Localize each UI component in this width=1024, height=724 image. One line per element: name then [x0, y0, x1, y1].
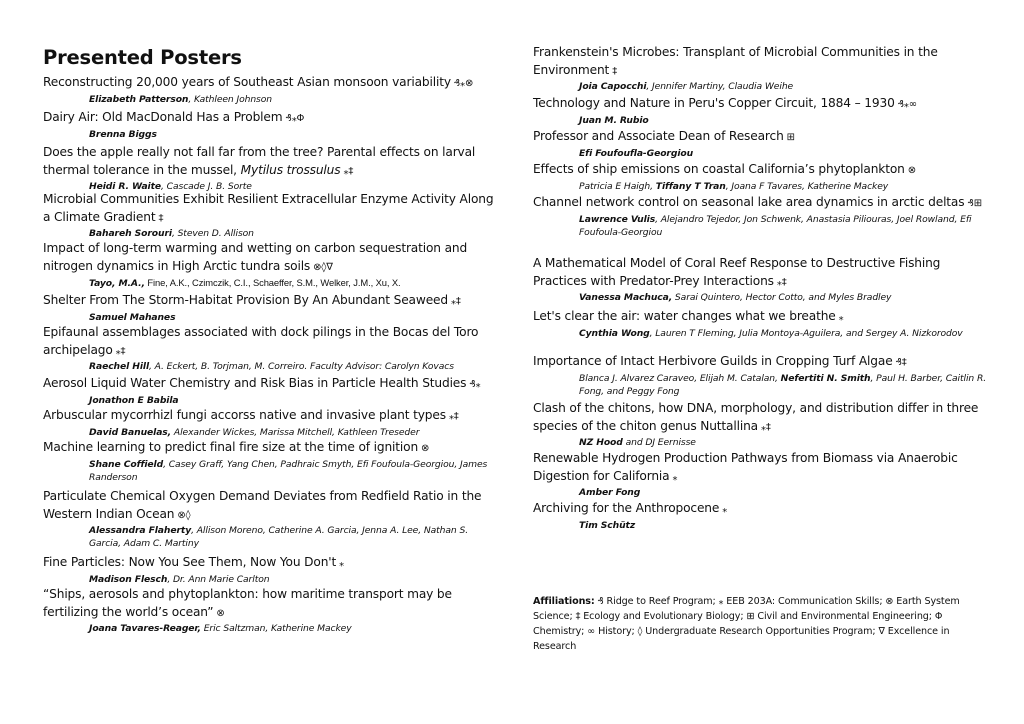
poster-title-text: Renewable Hydrogen Production Pathways from Biomass via Anaerobic Digestion for California [533, 451, 958, 483]
poster-title-text: Archiving for the Anthropocene [533, 501, 720, 515]
poster-authors [533, 180, 988, 193]
poster-title-text: Impact of long-term warming and wetting on carbon sequestration and nitrogen dynamics in High Arctic tundra soils [43, 241, 468, 273]
poster-entry [533, 500, 988, 532]
affiliation-symbols: ⁎ [835, 312, 844, 323]
poster-title-text: “Ships, aerosols and phytoplankton: how maritime transport may be fertilizing the world’s ocean” [43, 587, 452, 619]
affiliation-symbols: ⊗ [213, 607, 225, 619]
presenter-name: Cynthia Wong [579, 327, 650, 339]
affiliation-symbols: ⁎‡ [773, 276, 787, 288]
poster-authors [43, 458, 498, 484]
poster-entry [533, 44, 988, 93]
poster-entry [533, 353, 988, 398]
presenter-name: NZ Hood [579, 437, 623, 448]
coauthor-names: Patricia E Haigh, [579, 180, 656, 192]
poster-authors [43, 360, 498, 373]
poster-title-text: Channel network control on seasonal lake area dynamics in arctic deltas [533, 195, 965, 209]
poster-entry [43, 109, 498, 141]
poster-title [533, 500, 988, 519]
poster-title-text: Importance of Intact Herbivore Guilds in Cropping Turf Algae [533, 354, 893, 368]
poster-authors [533, 80, 988, 93]
poster-title-text: Aerosol Liquid Water Chemistry and Risk Bias in Particle Health Studies [43, 376, 467, 390]
poster-title [43, 586, 498, 622]
poster-entry [533, 194, 988, 239]
affiliation-symbols: ₰⊞ [964, 198, 982, 209]
poster-title [533, 194, 988, 213]
presenter-name: Nefertiti N. Smith [780, 372, 871, 384]
affiliation-symbols: ⁎ [336, 558, 344, 569]
affiliation-symbols: ⁎‡ [757, 421, 771, 433]
affiliation-symbols: ⊞ [783, 132, 795, 143]
coauthor-names: , Alejandro Tejedor, Jon Schwenk, Anastasia Piliouras, Joel Rowland, Efi Foufoula-Georgiou [579, 213, 972, 238]
poster-entry [43, 74, 498, 106]
poster-entry [533, 308, 988, 340]
poster-entry [43, 240, 498, 290]
poster-entry [533, 161, 988, 193]
poster-entry [43, 292, 498, 324]
poster-title [43, 488, 498, 524]
poster-title [533, 308, 988, 327]
poster-entry [43, 439, 498, 484]
poster-title-text: Arbuscular mycorrhizl fungi accorss native and invasive plant types [43, 408, 446, 422]
affiliations [533, 594, 983, 654]
poster-title-text: Epifaunal assemblages associated with dock pilings in the Bocas del Toro archipelago [43, 325, 479, 357]
poster-authors [43, 622, 498, 635]
poster-title [533, 44, 988, 80]
poster-title-text: Dairy Air: Old MacDonald Has a Problem [43, 110, 283, 124]
poster-entry [533, 95, 988, 127]
poster-entry [43, 554, 498, 586]
presenter-name: Vanessa Machuca, [579, 292, 673, 303]
coauthor-names: Fine, A.K., Czimczik, C.I., Schaeffer, S.M., Welker, J.M., Xu, X. [144, 277, 401, 288]
poster-authors [43, 524, 498, 550]
affiliation-symbols: ⁎ [669, 471, 678, 483]
poster-title [533, 400, 988, 436]
presenter-name: Efi Foufoufla-Georgiou [579, 147, 694, 159]
poster-title [43, 439, 498, 458]
affiliation-symbols: ⁎‡ [340, 165, 354, 177]
coauthor-names: , Lauren T Fleming, Julia Montoya-Aguilera, and Sergey A. Nizkorodov [649, 327, 963, 339]
poster-authors [43, 227, 498, 240]
coauthor-names: , Jennifer Martiny, Claudia Weihe [646, 81, 794, 92]
presenter-name: Bahareh Sorouri [89, 228, 172, 239]
presenter-name: Shane Coffield [89, 458, 164, 470]
affiliation-symbols: ₰‡ [892, 357, 907, 368]
affiliation-symbols: ₰⁎∞ [894, 99, 917, 110]
poster-title-text: Effects of ship emissions on coastal California’s phytoplankton [533, 162, 905, 176]
coauthor-names: , Steven D. Allison [171, 228, 254, 239]
poster-title [533, 128, 988, 147]
poster-title [43, 407, 498, 426]
presenter-name: Elizabeth Patterson [89, 93, 189, 105]
affiliation-symbols: ⁎‡ [445, 411, 459, 422]
coauthor-names: Sarai Quintero, Hector Cotto, and Myles Bradley [672, 292, 892, 303]
poster-title-text: Clash of the chitons, how DNA, morphology, and distribution differ in three species of the chiton genus Nuttallina [533, 401, 979, 433]
presenter-name: Tiffany T Tran [655, 180, 726, 192]
coauthor-names: and DJ Eernisse [622, 437, 696, 448]
affiliation-symbols: ⊗ [904, 165, 916, 176]
presenter-name: Tayo, M.A., [89, 278, 145, 289]
poster-title-text: Professor and Associate Dean of Research [533, 129, 784, 143]
poster-title [533, 353, 988, 372]
poster-entry [533, 400, 988, 449]
poster-title-text: Frankenstein's Microbes: Transplant of Microbial Communities in the Environment [533, 45, 938, 77]
poster-authors [533, 291, 988, 304]
presenter-name: Jonathon E Babila [89, 394, 179, 406]
coauthor-names: , A. Eckert, B. Torjman, M. Correiro. Faculty Advisor: Carolyn Kovacs [149, 361, 454, 372]
presenter-name: Joana Tavares-Reager, [89, 623, 201, 634]
poster-entry [43, 407, 498, 439]
poster-title [533, 450, 988, 486]
poster-entry [533, 255, 988, 304]
poster-title [43, 109, 498, 128]
poster-title-text: Reconstructing 20,000 years of Southeast Asian monsoon variability [43, 75, 451, 89]
poster-title [43, 375, 498, 394]
affiliations-text: ₰ Ridge to Reef Program; ⁎ EEB 203A: Communication Skills; ⊗ Earth System Science; ‡ Ecology and Evolutionary Biology; ⊞ Civil and Environmental Engineering; Φ Chemistry; ∞ History; ◊ Undergraduate Research Opportunities Program; ∇ Excellence in Research [533, 596, 960, 652]
affiliation-symbols: ‡ [609, 65, 618, 77]
poster-authors [43, 276, 498, 290]
affiliation-symbols: ⊗ [418, 443, 430, 454]
poster-authors [533, 327, 988, 340]
poster-title [43, 554, 498, 573]
poster-title [533, 255, 988, 291]
presenter-name: Brenna Biggs [89, 128, 157, 140]
poster-entry [533, 128, 988, 160]
coauthor-names: , Joana F Tavares, Katherine Mackey [725, 180, 889, 192]
poster-authors [533, 114, 988, 127]
coauthor-names: Alexander Wickes, Marissa Mitchell, Kathleen Treseder [171, 426, 420, 438]
affiliation-symbols: ‡ [155, 212, 164, 224]
presenter-name: Juan M. Rubio [579, 114, 649, 126]
presenter-name: Madison Flesch [89, 573, 168, 585]
poster-entry [43, 191, 498, 240]
affiliation-symbols: ⁎ [719, 504, 728, 515]
poster-title-text: Microbial Communities Exhibit Resilient Extracellular Enzyme Activity Along a Climate Gradient [43, 192, 494, 224]
poster-authors [533, 486, 988, 499]
page-title: Presented Posters [43, 46, 242, 69]
coauthor-names: , Casey Graff, Yang Chen, Padhraic Smyth, Efi Foufoula-Georgiou, James Randerson [89, 458, 488, 483]
coauthor-names: , Paul H. Barber, Caitlin R. Fong, and Peggy Fong [579, 372, 987, 397]
presenter-name: Samuel Mahanes [89, 311, 176, 323]
poster-entry [43, 375, 498, 407]
poster-title-text: Does the apple really not fall far from the tree? Parental effects on larval thermal tolerance in the mussel, [43, 145, 476, 177]
affiliations-label: Affiliations: [533, 596, 595, 607]
coauthor-names: , Dr. Ann Marie Carlton [167, 573, 270, 585]
poster-title-text: Machine learning to predict final fire size at the time of ignition [43, 440, 419, 454]
poster-entry [533, 450, 988, 499]
coauthor-names: , Cascade J. B. Sorte [161, 181, 252, 192]
poster-title [43, 324, 498, 360]
presenter-name: Amber Fong [579, 487, 641, 498]
presenter-name: Lawrence Vulis [579, 213, 656, 225]
presenter-name: David Banuelas, [89, 426, 172, 438]
coauthor-names: , Kathleen Johnson [188, 93, 272, 105]
poster-authors [43, 311, 498, 324]
poster-title [533, 161, 988, 180]
poster-title [43, 191, 498, 227]
poster-entry [43, 488, 498, 550]
poster-title-text: Shelter From The Storm-Habitat Provision By An Abundant Seaweed [43, 293, 448, 307]
poster-authors [533, 213, 988, 239]
affiliation-symbols: ⊗◊∇ [310, 261, 333, 273]
poster-title [43, 240, 498, 276]
affiliation-symbols: ⊗◊ [174, 509, 191, 521]
poster-title-text: Technology and Nature in Peru's Copper Circuit, 1884 – 1930 [533, 96, 895, 110]
poster-authors [533, 372, 988, 398]
poster-authors [43, 426, 498, 439]
poster-authors [43, 93, 498, 106]
affiliation-symbols: ⁎‡ [112, 345, 126, 357]
poster-authors [43, 128, 498, 141]
coauthor-names: , Allison Moreno, Catherine A. Garcia, Jenna A. Lee, Nathan S. Garcia, Adam C. Martiny [89, 525, 469, 549]
poster-entry [43, 144, 498, 193]
affiliation-symbols: ⁎‡ [447, 296, 461, 307]
poster-title-text: A Mathematical Model of Coral Reef Response to Destructive Fishing Practices with Predator-Prey Interactions [533, 256, 941, 288]
poster-title-text: Let's clear the air: water changes what we breathe [533, 309, 836, 323]
poster-title-text: Particulate Chemical Oxygen Demand Deviates from Redfield Ratio in the Western Indian Ocean [43, 489, 482, 521]
presenter-name: Alessandra Flaherty [89, 525, 192, 536]
affiliation-symbols: ₰⁎Φ [282, 113, 305, 124]
poster-title-text: Fine Particles: Now You See Them, Now You Don't [43, 555, 337, 569]
poster-title [43, 292, 498, 311]
poster-authors [533, 436, 988, 449]
presenter-name: Tim Schütz [579, 519, 636, 531]
presenter-name: Joia Capocchi [579, 81, 647, 92]
poster-authors [43, 394, 498, 407]
poster-title [533, 95, 988, 114]
species-name: Mytilus trossulus [240, 162, 341, 177]
affiliation-symbols: ₰⁎ [466, 379, 481, 390]
poster-entry [43, 324, 498, 373]
poster-title [43, 144, 498, 180]
poster-authors [533, 147, 988, 160]
presenter-name: Heidi R. Waite [89, 181, 162, 192]
affiliation-symbols: ₰⁎⊗ [450, 78, 474, 89]
poster-entry [43, 586, 498, 635]
poster-authors [533, 519, 988, 532]
coauthor-names: Blanca J. Alvarez Caraveo, Elijah M. Catalan, [579, 372, 781, 384]
poster-title [43, 74, 498, 93]
coauthor-names: Eric Saltzman, Katherine Mackey [200, 623, 352, 634]
poster-authors [43, 573, 498, 586]
presenter-name: Raechel Hill [89, 361, 150, 372]
